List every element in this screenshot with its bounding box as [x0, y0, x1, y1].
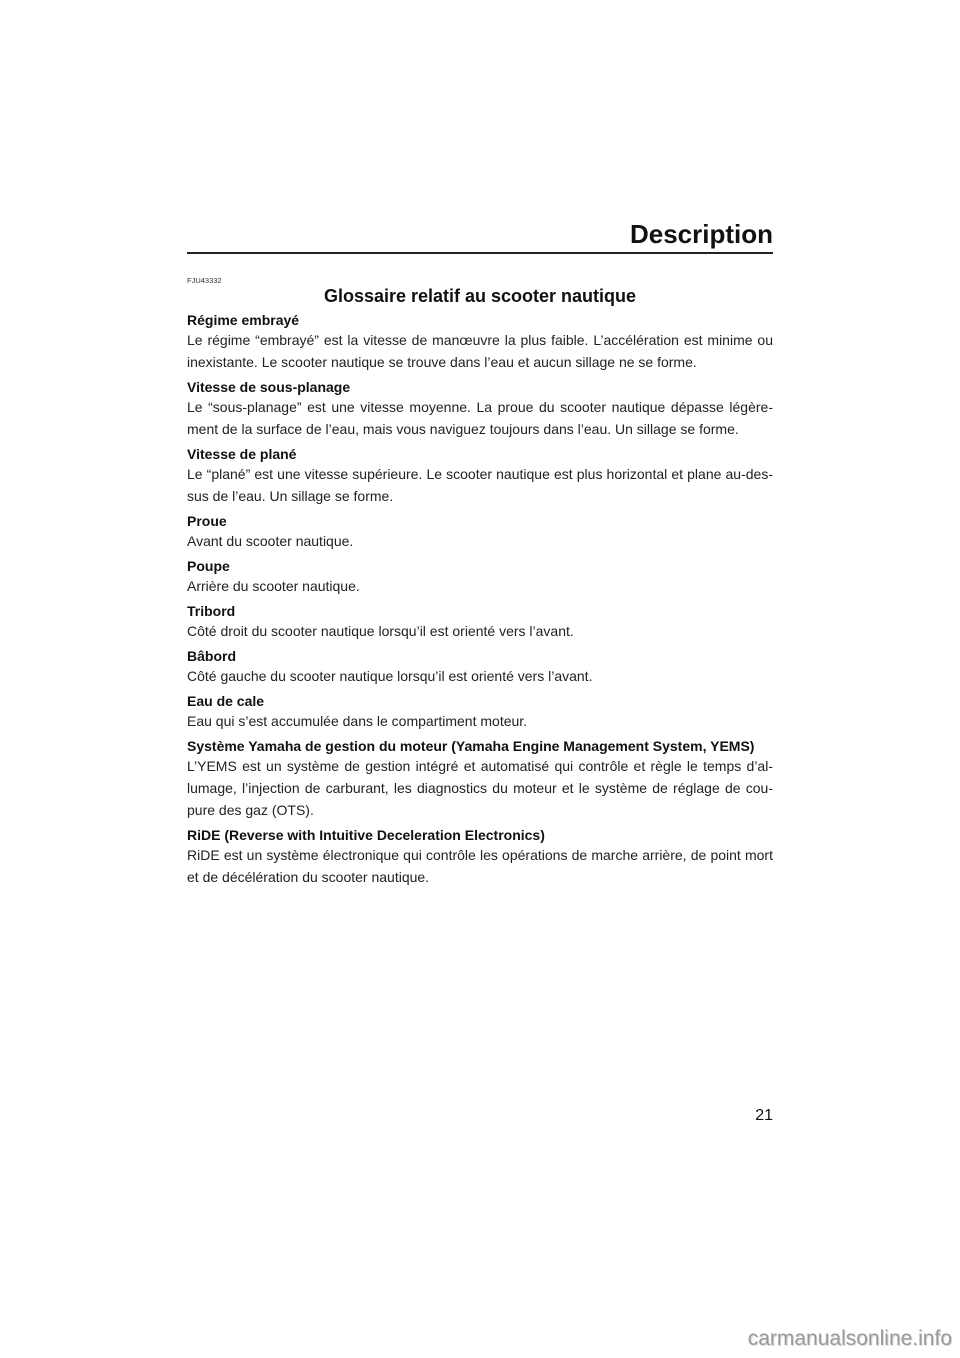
glossary-entry: [187, 602, 773, 642]
section-title: Description: [629, 219, 773, 249]
glossary-definition: Arrière du scooter nautique.: [187, 578, 360, 594]
glossary-definition: Côté droit du scooter nautique lorsqu’il est orienté vers l’avant.: [187, 623, 574, 639]
glossary-definition: Le “plané” est une vitesse supérieure. Le scooter nautique est plus horizontal et plane au-dessus de l’eau. Un sillage se forme.: [187, 466, 773, 504]
glossary-entry: [187, 311, 773, 373]
page-number: 21: [755, 1107, 773, 1124]
glossary-entry: [187, 647, 773, 687]
glossary-term: Vitesse de sous-planage: [187, 379, 351, 395]
glossary-term: Vitesse de plané: [187, 446, 297, 462]
glossary-entry: [187, 445, 773, 507]
page-header: [187, 218, 773, 254]
glossary-entry: [187, 692, 773, 732]
glossary-definition: Côté gauche du scooter nautique lorsqu’il est orienté vers l’avant.: [187, 668, 593, 684]
glossary-entry: [187, 378, 773, 440]
page-content: [187, 276, 773, 893]
watermark: carmanualsonline.info: [747, 1327, 952, 1350]
glossary-definition: RiDE est un système électronique qui contrôle les opérations de marche arrière, de point mort et de décélération du scooter nautique.: [187, 847, 773, 885]
glossary-entry: [187, 826, 773, 888]
glossary-definition: L’YEMS est un système de gestion intégré et automatisé qui contrôle et règle le temps d’allumage, l’injection de carburant, les diagnostics du moteur et le système de réglage de coupure des gaz (OTS).: [187, 758, 773, 818]
glossary-term: Système Yamaha de gestion du moteur (Yamaha Engine Management System, YEMS): [187, 738, 755, 754]
glossary-definition: Le “sous-planage” est une vitesse moyenne. La proue du scooter nautique dépasse légèrement de la surface de l’eau, mais vous naviguez toujours dans l’eau. Un sillage se forme.: [187, 399, 773, 437]
glossary-term: Régime embrayé: [187, 312, 300, 328]
glossary-term: Poupe: [187, 558, 230, 574]
glossary-definition: Le régime “embrayé” est la vitesse de manœuvre la plus faible. L’accélération est minime ou inexistante. Le scooter nautique se trouve dans l’eau et aucun sillage ne se forme.: [187, 332, 773, 370]
glossary-entry: [187, 512, 773, 552]
glossary-term: Tribord: [187, 603, 236, 619]
glossary-term: RiDE (Reverse with Intuitive Deceleration Electronics): [187, 827, 545, 843]
glossary-term: Eau de cale: [187, 693, 265, 709]
glossary-definition: Avant du scooter nautique.: [187, 533, 354, 549]
glossary-entry: [187, 557, 773, 597]
glossary-definition: Eau qui s’est accumulée dans le compartiment moteur.: [187, 713, 528, 729]
glossary-term: Bâbord: [187, 648, 236, 664]
reference-code: FJU43332: [187, 276, 222, 285]
glossary-entry: [187, 737, 773, 821]
glossary-heading: Glossaire relatif au scooter nautique: [323, 286, 637, 306]
glossary-term: Proue: [187, 513, 227, 529]
